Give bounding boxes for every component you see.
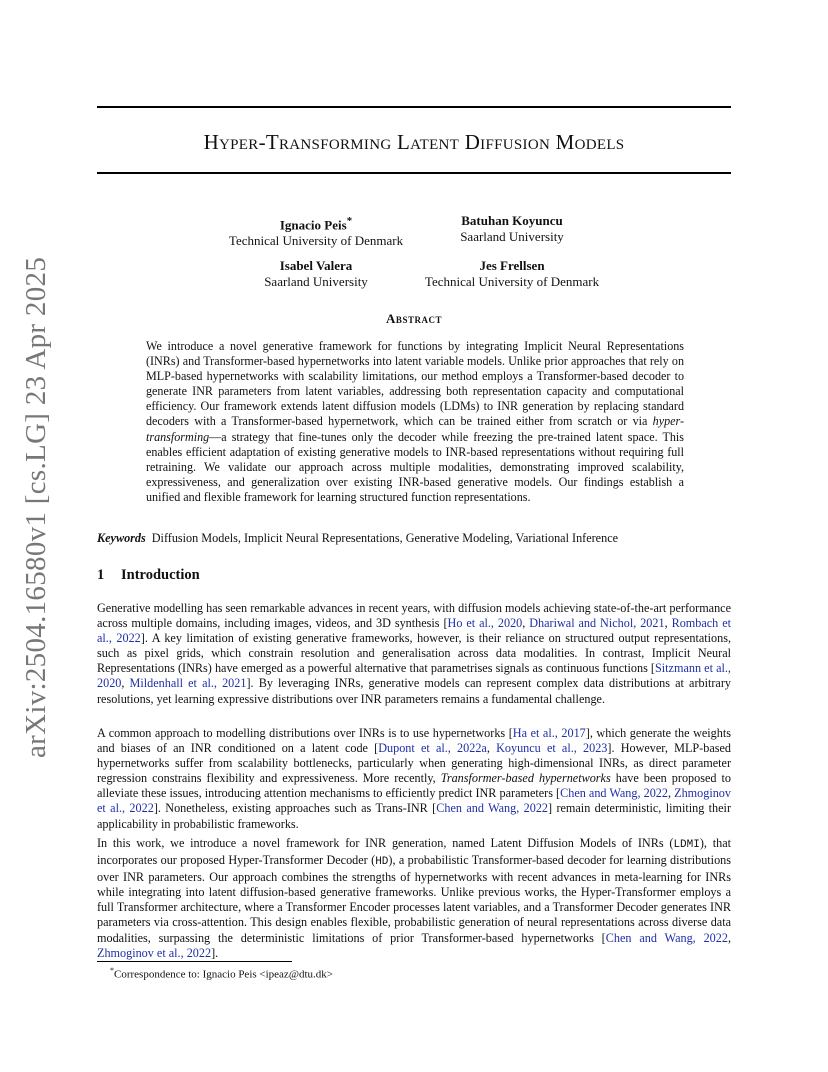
keywords-line [97, 531, 731, 546]
title-rule-top [97, 106, 731, 108]
author-affiliation: Saarland University [264, 274, 368, 289]
footnote-rule [97, 961, 292, 962]
intro-paragraph-1: Generative modelling has seen remarkable advances in recent years, with diffusion models achieving state-of-the-art performance across multiple domains, including images, videos, and 3D synthesis [Ho et al., 2020, Dhariwal and Nichol, 2021, Rombach et al., 2022]. A key limitation of existing generative frameworks, however, is their reliance on structured output representations, such as pixel grids, which constrain resolution and generalisation across data modalities. In contrast, Implicit Neural Representations (INRs) have emerged as a powerful alternative that parametrises signals as continuous functions [Sitzmann et al., 2020, Mildenhall et al., 2021]. By leveraging INRs, generative models can represent complex data distributions at arbitrary resolutions, yet learning expressive distributions over INR parameters remains a fundamental challenge. [97, 601, 731, 706]
author-block [206, 258, 426, 290]
acronym-ldmi: LDMI [673, 839, 700, 851]
intro-paragraph-3: In this work, we introduce a novel framework for INR generation, named Latent Diffusion Models of INRs (LDMI), that incorporates our proposed Hyper-Transformer Decoder (HD), a probabilistic Transformer-based decoder for learning distributions over INR parameters. Our approach combines the strengths of hypernetworks with recent advances in meta-learning for INRs while integrating into latent diffusion-based generative frameworks. Unlike previous works, the Hyper-Transformer employs a full Transformer architecture, where a Transformer Encoder processes latent variables, and a Transformer Decoder generates INR parameters via cross-attention. This design enables flexible, probabilistic generation of neural representations across diverse data modalities, surpassing the deterministic limitations of prior Transformer-based hypernetworks [Chen and Wang, 2022, Zhmoginov et al., 2022]. [97, 836, 732, 960]
author-block [206, 213, 426, 249]
citation-link[interactable]: Sitzmann et al., 2020 [97, 661, 731, 691]
footnote-mark: * [110, 966, 114, 975]
citation-link[interactable]: Koyuncu et al., 2023 [496, 741, 608, 756]
abstract-heading: Abstract [386, 311, 442, 326]
section-title: Introduction [121, 567, 200, 583]
abstract-text: We introduce a novel generative framework for functions by integrating Implicit Neural Representations (INRs) and Transformer-based hypernetworks into latent variable models. Unlike prior approaches that rely on MLP-based hypernetworks with scalability limitations, our method employs a Transformer-based decoder to generate INR parameters from latent variables, addressing both representation capacity and computational efficiency. Our framework extends latent diffusion models (LDMs) to INR generation by replacing standard decoders with a Transformer-based hypernetwork, which can be trained either from scratch or via hyper-transforming—a strategy that fine-tunes only the decoder while freezing the pre-trained latent space. This enables efficient adaptation of existing generative models to INR-based representations without requiring full retraining. We validate our approach across multiple modalities, demonstrating improved scalability, expressiveness, and generalization over existing INR-based generative models. Our findings establish a unified and flexible framework for learning structured function representations. [146, 339, 684, 504]
author-name: Batuhan Koyuncu [461, 213, 563, 228]
author-name: Jes Frellsen [479, 258, 545, 273]
citation-link[interactable]: Chen and Wang, 2022 [436, 801, 549, 816]
citation-link[interactable]: Ha et al., 2017 [512, 726, 586, 740]
citation-link[interactable]: Dhariwal and Nichol, 2021 [529, 616, 665, 631]
author-block [402, 213, 622, 245]
paper-title: Hyper-Transforming Latent Diffusion Models [203, 130, 625, 154]
arxiv-stamp: arXiv:2504.16580v1 [cs.LG] 23 Apr 2025 [20, 256, 52, 758]
intro-paragraph-2: A common approach to modelling distributions over INRs is to use hypernetworks [Ha et al., 2017], which generate the weights and biases of an INR conditioned on a latent code [Dupont et al., 2022a, Koyuncu et al., 2023]. However, MLP-based hypernetworks suffer from scalability bottlenecks, particularly when generating high-dimensional INRs, as direct parameter regression constrains flexibility and expressiveness. More recently, Transformer-based hypernetworks have been proposed to alleviate these issues, introducing attention mechanisms to efficiently predict INR parameters [Chen and Wang, 2022, Zhmoginov et al., 2022]. Nonetheless, existing approaches such as Trans-INR [Chen and Wang, 2022] remain deterministic, limiting their applicability in probabilistic frameworks. [97, 726, 732, 831]
author-name: Isabel Valera [279, 258, 353, 273]
author-name: Ignacio Peis [279, 217, 347, 233]
section-heading [97, 567, 731, 584]
section-number: 1 [97, 567, 105, 583]
title-rule-bottom [97, 172, 731, 174]
citation-link[interactable]: Ho et al., 2020 [447, 616, 523, 631]
keywords-text: Diffusion Models, Implicit Neural Representations, Generative Modeling, Variational Inference [151, 531, 619, 545]
keywords-label: Keywords [97, 531, 146, 545]
footnote [110, 964, 710, 982]
citation-link[interactable]: Zhmoginov et al., 2022 [97, 945, 212, 960]
citation-link[interactable]: Dupont et al., 2022a [378, 741, 487, 756]
citation-link[interactable]: Chen and Wang, 2022 [560, 786, 668, 801]
citation-link[interactable]: Chen and Wang, 2022 [605, 930, 728, 945]
author-affiliation: Technical University of Denmark [228, 233, 404, 249]
acronym-hd: HD [375, 856, 389, 869]
author-block [402, 258, 622, 290]
author-footnote-mark: * [346, 215, 353, 227]
citation-link[interactable]: Mildenhall et al., 2021 [129, 676, 247, 691]
author-affiliation: Saarland University [460, 229, 564, 244]
citation-link[interactable]: Zhmoginov et al., 2022 [97, 786, 731, 816]
footnote-text: Correspondence to: Ignacio Peis <ipeaz@dtu.dk> [114, 968, 333, 981]
author-affiliation: Technical University of Denmark [424, 274, 600, 289]
citation-link[interactable]: Rombach et al., 2022 [97, 616, 731, 646]
